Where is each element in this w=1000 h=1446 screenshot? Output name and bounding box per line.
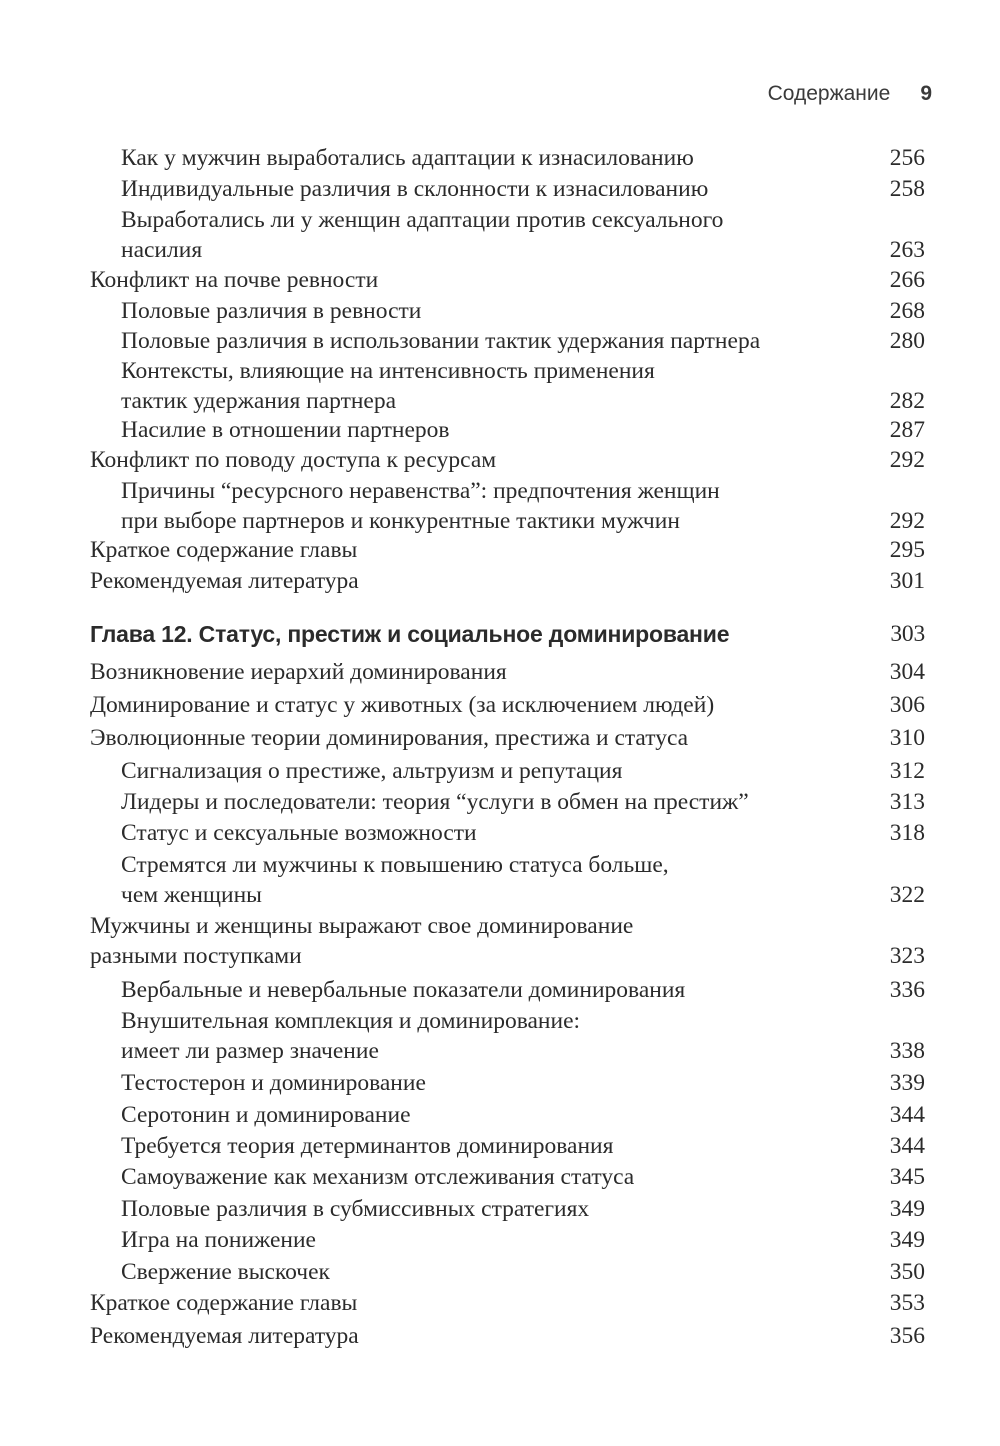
toc-entry-title: Рекомендуемая литература xyxy=(90,568,359,594)
toc-chapter-heading[interactable] xyxy=(90,619,925,649)
toc-entry-page: 313 xyxy=(889,789,925,815)
toc-entry-page: 339 xyxy=(889,1070,925,1096)
toc-entry-page: 280 xyxy=(889,328,925,354)
toc-entry-page: 304 xyxy=(889,659,925,685)
toc-entry-title: Статус и сексуальные возможности xyxy=(121,820,477,846)
toc-entry-title-line-1: Причины “ресурсного неравенства”: предпочтения женщин xyxy=(121,478,720,504)
toc-entry-page: 349 xyxy=(889,1227,925,1253)
toc-entry-title: Половые различия в ревности xyxy=(121,298,422,324)
toc-entry[interactable] xyxy=(121,415,925,445)
toc-entry-page: 323 xyxy=(889,943,925,969)
toc-entry[interactable] xyxy=(121,818,925,848)
toc-entry-title-line-2: при выборе партнеров и конкурентные тактики мужчин xyxy=(121,508,680,534)
toc-entry[interactable] xyxy=(90,566,925,596)
toc-entry-title: Конфликт на почве ревности xyxy=(90,267,379,293)
toc-entry-page: 338 xyxy=(889,1038,925,1064)
toc-entry-title-line-1: Внушительная комплекция и доминирование: xyxy=(121,1008,581,1034)
toc-entry-title: Доминирование и статус у животных (за исключением людей) xyxy=(90,692,715,718)
toc-entry[interactable] xyxy=(121,326,925,356)
toc-entry[interactable] xyxy=(90,690,925,720)
toc-entry-title-line-1: Мужчины и женщины выражают свое доминирование xyxy=(90,913,634,939)
toc-entry-title-line-1: Стремятся ли мужчины к повышению статуса больше, xyxy=(121,852,669,878)
toc-entry[interactable] xyxy=(121,174,925,204)
toc-entry[interactable] xyxy=(121,1225,925,1255)
toc-entry[interactable] xyxy=(121,205,925,265)
toc-entry-page: 353 xyxy=(889,1290,925,1316)
toc-entry-page: 263 xyxy=(889,237,925,263)
toc-entry[interactable] xyxy=(90,723,925,753)
toc-entry-page: 258 xyxy=(889,176,925,202)
toc-entry-page: 350 xyxy=(889,1259,925,1285)
toc-entry-page: 295 xyxy=(889,537,925,563)
toc-entry-page: 318 xyxy=(889,820,925,846)
toc-entry[interactable] xyxy=(121,356,925,416)
toc-entry-title: Возникновение иерархий доминирования xyxy=(90,659,507,685)
page-number: 9 xyxy=(920,82,932,105)
toc-entry-title: Половые различия в субмиссивных стратегиях xyxy=(121,1196,590,1222)
toc-entry-page: 322 xyxy=(889,882,925,908)
toc-entry[interactable] xyxy=(121,756,925,786)
toc-entry[interactable] xyxy=(121,1257,925,1287)
toc-entry-title: Самоуважение как механизм отслеживания статуса xyxy=(121,1164,635,1190)
toc-entry[interactable] xyxy=(121,1006,925,1066)
toc-entry[interactable] xyxy=(121,296,925,326)
chapter-page: 303 xyxy=(890,621,925,647)
toc-entry-title: Игра на понижение xyxy=(121,1227,316,1253)
toc-entry-title: Половые различия в использовании тактик удержания партнера xyxy=(121,328,761,354)
toc-entry-page: 349 xyxy=(889,1196,925,1222)
toc-entry-page: 268 xyxy=(889,298,925,324)
toc-entry-title: Тестостерон и доминирование xyxy=(121,1070,426,1096)
toc-entry[interactable] xyxy=(121,850,925,910)
chapter-title: Глава 12. Статус, престиж и социальное доминирование xyxy=(90,621,730,647)
toc-entry-title: Серотонин и доминирование xyxy=(121,1102,411,1128)
toc-entry-title-line-1: Контексты, влияющие на интенсивность применения xyxy=(121,358,655,384)
toc-entry-page: 282 xyxy=(889,388,925,414)
toc-entry-page: 345 xyxy=(889,1164,925,1190)
toc-entry[interactable] xyxy=(121,476,925,536)
toc-entry-title: Вербальные и невербальные показатели доминирования xyxy=(121,977,686,1003)
toc-entry-title-line-2: насилия xyxy=(121,237,203,263)
toc-entry-title: Конфликт по поводу доступа к ресурсам xyxy=(90,447,497,473)
toc-entry-title: Лидеры и последователи: теория “услуги в обмен на престиж” xyxy=(121,789,749,815)
toc-entry-title: Индивидуальные различия в склонности к изнасилованию xyxy=(121,176,709,202)
toc-entry[interactable] xyxy=(121,1068,925,1098)
toc-entry[interactable] xyxy=(121,1194,925,1224)
toc-entry[interactable] xyxy=(121,975,925,1005)
toc-entry-page: 344 xyxy=(889,1102,925,1128)
toc-entry[interactable] xyxy=(90,445,925,475)
toc-entry-title: Свержение выскочек xyxy=(121,1259,330,1285)
toc-entry-title-line-2: имеет ли размер значение xyxy=(121,1038,379,1064)
toc-entry-title: Требуется теория детерминантов доминирования xyxy=(121,1133,614,1159)
toc-entry-page: 356 xyxy=(889,1323,925,1349)
toc-entry-page: 336 xyxy=(889,977,925,1003)
toc-entry-title-line-2: разными поступками xyxy=(90,943,302,969)
toc-entry[interactable] xyxy=(90,1321,925,1351)
toc-entry-title-line-2: чем женщины xyxy=(121,882,262,908)
toc-entry-page: 312 xyxy=(889,758,925,784)
toc-entry-page: 266 xyxy=(889,267,925,293)
toc-entry-page: 287 xyxy=(889,417,925,443)
running-head-title: Содержание xyxy=(767,82,891,105)
toc-entry-title: Эволюционные теории доминирования, престижа и статуса xyxy=(90,725,689,751)
toc-entry[interactable] xyxy=(90,265,925,295)
toc-entry-title: Краткое содержание главы xyxy=(90,537,358,563)
toc-entry-title: Краткое содержание главы xyxy=(90,1290,358,1316)
toc-entry[interactable] xyxy=(121,143,925,173)
toc-entry-page: 292 xyxy=(889,447,925,473)
toc-entry[interactable] xyxy=(121,1100,925,1130)
toc-entry[interactable] xyxy=(121,1131,925,1161)
toc-entry-page: 306 xyxy=(889,692,925,718)
toc-entry[interactable] xyxy=(90,911,925,971)
toc-entry-title: Насилие в отношении партнеров xyxy=(121,417,450,443)
toc-entry-title-line-1: Выработались ли у женщин адаптации против сексуального xyxy=(121,207,724,233)
toc-entry-page: 292 xyxy=(889,508,925,534)
toc-entry-page: 301 xyxy=(889,568,925,594)
toc-entry[interactable] xyxy=(90,535,925,565)
toc-entry-title-line-2: тактик удержания партнера xyxy=(121,388,397,414)
toc-entry-page: 310 xyxy=(889,725,925,751)
toc-entry[interactable] xyxy=(90,1288,925,1318)
toc-entry[interactable] xyxy=(90,657,925,687)
toc-entry[interactable] xyxy=(121,1162,925,1192)
toc-entry-title: Рекомендуемая литература xyxy=(90,1323,359,1349)
toc-entry-page: 256 xyxy=(889,145,925,171)
toc-entry-title: Сигнализация о престиже, альтруизм и репутация xyxy=(121,758,623,784)
toc-entry[interactable] xyxy=(121,787,925,817)
toc-entry-title: Как у мужчин выработались адаптации к изнасилованию xyxy=(121,145,694,171)
toc-entry-page: 344 xyxy=(889,1133,925,1159)
